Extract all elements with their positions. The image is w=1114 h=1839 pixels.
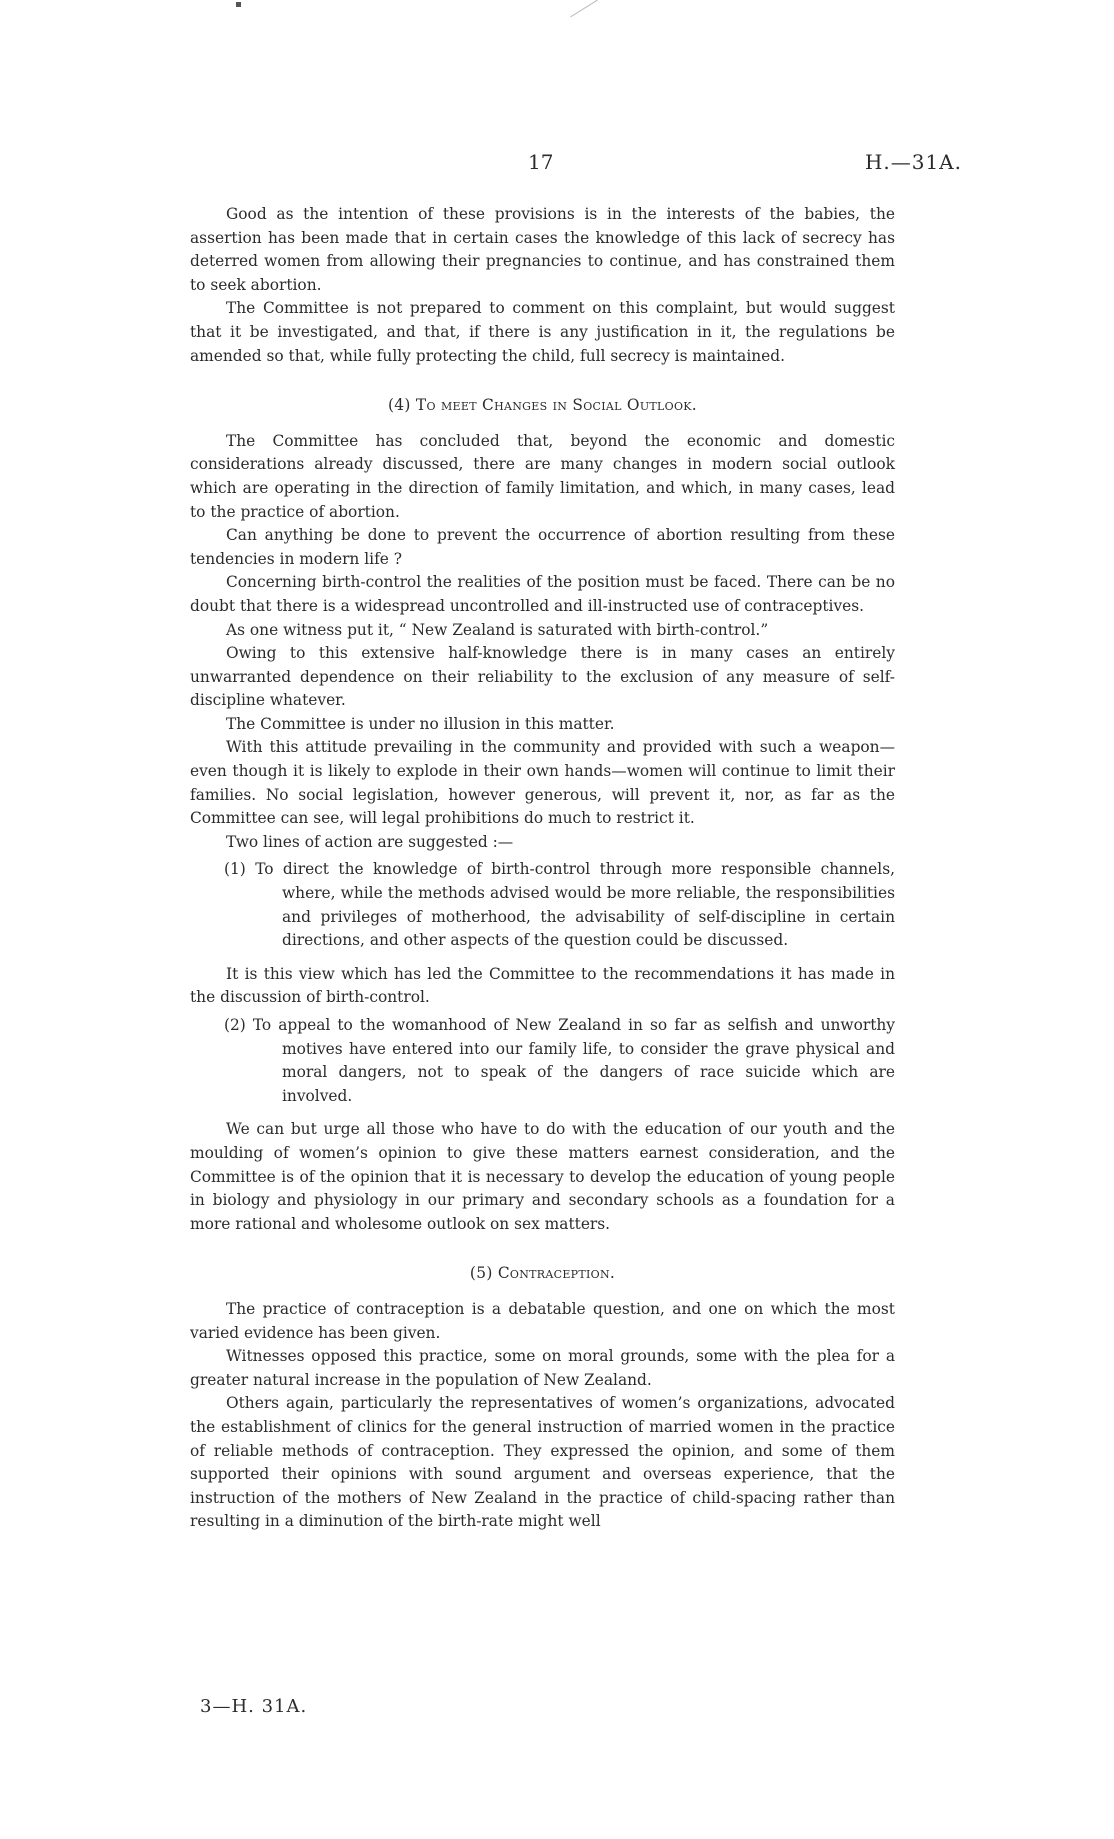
section-title: To meet Changes in Social Outlook. bbox=[415, 396, 698, 415]
paragraph: Can anything be done to prevent the occurrence of abortion resulting from these tendencies in modern life ? bbox=[190, 526, 895, 568]
section-number: (5) bbox=[469, 1264, 493, 1283]
section-title: Contraception. bbox=[497, 1264, 616, 1283]
paragraph: Two lines of action are suggested :— bbox=[226, 832, 514, 851]
paragraph: The practice of contraception is a debatable question, and one on which the most varied evidence has been given. bbox=[190, 1299, 895, 1342]
paragraph: With this attitude prevailing in the community and provided with such a weapon—even though it is likely to explode in their own hands—women will continue to limit their families. No social legislation, however generous, will prevent it, nor, as far as the Committee can see, will legal prohibitions do much to restrict it. bbox=[190, 738, 895, 828]
paragraph: The Committee has concluded that, beyond the economic and domestic considerations already discussed, there are many changes in modern social outlook which are operating in the direction of family limitation, and which, in many cases, lead to the practice of abortion. bbox=[190, 431, 895, 521]
section-number: (4) bbox=[387, 396, 411, 415]
paragraph: Owing to this extensive half-knowledge there is in many cases an entirely unwarranted dependence on their reliability to the exclusion of any measure of self-discipline whatever. bbox=[190, 644, 895, 710]
signature-mark: 3—H. 31A. bbox=[200, 1696, 308, 1717]
paragraph: As one witness put it, “ New Zealand is saturated with birth-control.” bbox=[226, 620, 769, 639]
list-item: (1) To direct the knowledge of birth-control through more responsible channels, where, while the methods advised would be more reliable, the responsibilities and privileges of motherhood, the advisability of self-discipline in certain directions, and other aspects of the question could be discussed. bbox=[224, 860, 895, 950]
paragraph: The Committee is not prepared to comment on this complaint, but would suggest that it be investigated, and that, if there is any justification in it, the regulations be amended so that, while fully protecting the child, full secrecy is maintained. bbox=[190, 299, 895, 365]
paragraph: We can but urge all those who have to do with the education of our youth and the moulding of women’s opinion to give these matters earnest consideration, and the Committee is of the opinion that it is necessary to develop the education of young people in biology and physiology in our primary and secondary schools as a foundation for a more rational and wholesome outlook on sex matters. bbox=[190, 1120, 895, 1233]
scan-mark bbox=[236, 2, 241, 7]
paragraph: Good as the intention of these provisions is in the interests of the babies, the assertion has been made that in certain cases the knowledge of this lack of secrecy has deterred women from allowing their pregnancies to continue, and has constrained them to seek abortion. bbox=[190, 205, 895, 294]
page-number: 17 bbox=[528, 150, 554, 174]
scan-mark bbox=[570, 0, 598, 17]
paragraph: Concerning birth-control the realities of the position must be faced. There can be no doubt that there is a widespread uncontrolled and ill-instructed use of contraceptives. bbox=[190, 573, 895, 615]
page-body bbox=[190, 203, 895, 1534]
list-item: (2) To appeal to the womanhood of New Zealand in so far as selfish and unworthy motives have entered into our family life, to consider the grave physical and moral dangers, not to speak of the dangers of race suicide which are involved. bbox=[224, 1016, 895, 1105]
paragraph: The Committee is under no illusion in this matter. bbox=[226, 714, 615, 733]
page-header bbox=[0, 150, 1114, 180]
section-heading bbox=[190, 394, 895, 418]
paragraph: Witnesses opposed this practice, some on moral grounds, some with the plea for a greater natural increase in the population of New Zealand. bbox=[190, 1347, 895, 1389]
document-code: H.—31A. bbox=[864, 150, 962, 174]
paragraph: It is this view which has led the Committee to the recommendations it has made in the discussion of birth-control. bbox=[190, 964, 895, 1007]
paragraph: Others again, particularly the representatives of women’s organizations, advocated the establishment of clinics for the general instruction of married women in the practice of reliable methods of contraception. They expressed the opinion, and some of them supported their opinions with sound argument and overseas experience, that the instruction of the mothers of New Zealand in the practice of child-spacing rather than resulting in a diminution of the birth-rate might well bbox=[190, 1394, 895, 1531]
section-heading bbox=[190, 1262, 895, 1286]
